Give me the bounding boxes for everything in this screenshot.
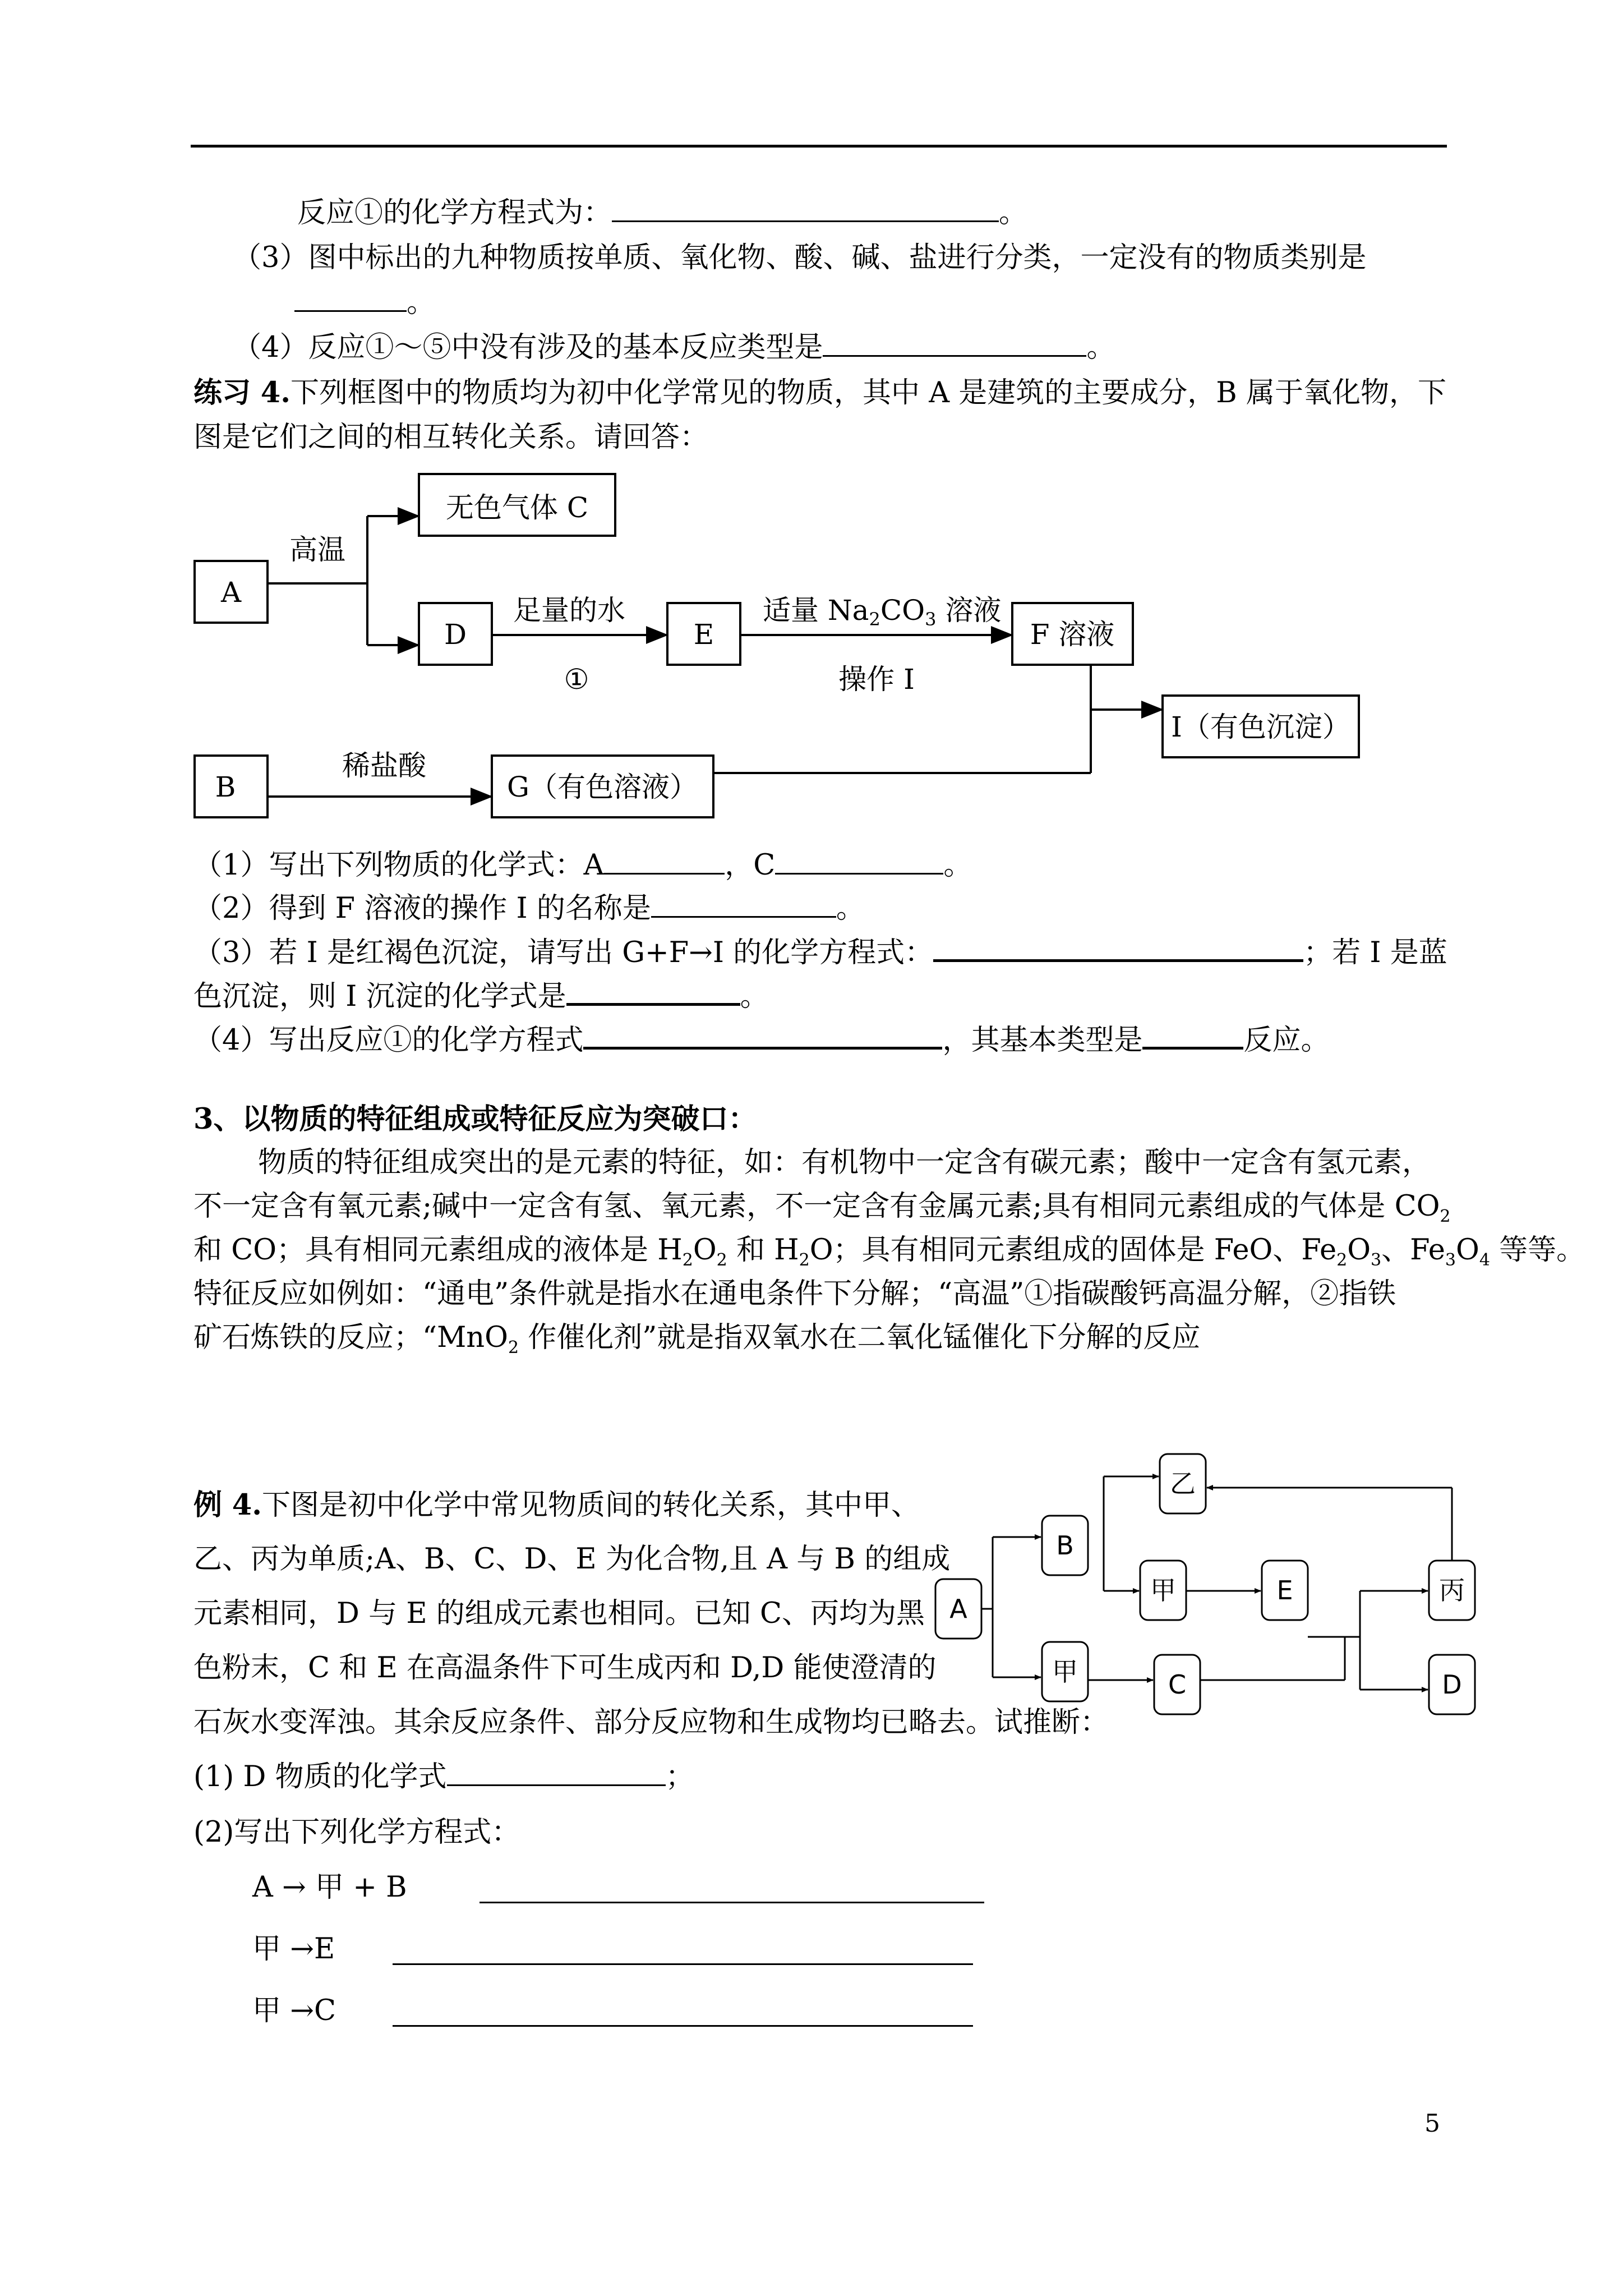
page-number: 5 xyxy=(1424,2109,1440,2138)
node-jia-2-label: 甲 xyxy=(1052,1657,1078,1687)
example4-q2: (2)写出下列化学方程式： xyxy=(193,1816,520,1849)
label-water: 足量的水 xyxy=(513,594,625,627)
ex4-q4: （4）写出反应①的化学方程式 ，其基本类型是 反应。 xyxy=(193,1020,1329,1060)
example4-line-3: 元素相同，D 与 E 的组成元素也相同。已知 C、丙均为黑 xyxy=(193,1597,925,1630)
node-c-label: C xyxy=(1168,1669,1187,1700)
example4-q1: (1) D 物质的化学式 ； xyxy=(193,1757,694,1797)
label-reaction-1: ① xyxy=(564,663,589,696)
ex4-q3: （3）若 I 是红褐色沉淀，请写出 G+F→I 的化学方程式： ；若 I 是蓝 xyxy=(193,932,1447,973)
example4-line-1: 例 4.下图是初中化学中常见物质间的转化关系，其中甲、 xyxy=(193,1488,920,1522)
example4-line-4: 色粉末，C 和 E 在高温条件下可生成丙和 D,D 能使澄清的 xyxy=(193,1651,937,1685)
label-f: F 溶液 xyxy=(1030,618,1115,651)
node-jia-1-label: 甲 xyxy=(1150,1575,1176,1605)
section3-para-4: 特征反应如例如：“通电”条件就是指水在通电条件下分解；“高温”①指碳酸钙高温分解，②指铁 xyxy=(193,1277,1396,1310)
section3-para-2: 不一定含有氧元素;碱中一定含有氢、氧元素，不一定含有金属元素;具有相同元素组成的气体是 $CO_2$ xyxy=(193,1190,1451,1227)
equation-1: A → 甲 + B xyxy=(252,1871,407,1904)
node-yi-label: 乙 xyxy=(1170,1469,1196,1499)
label-a: A xyxy=(220,576,242,609)
section3-para-3: 和 CO；具有相同元素组成的液体是 $H_2O_2$ 和 $H_2O$；具有相同元素组成的固体是 FeO、$Fe_2O_3$、$Fe_3O_4$ 等等。 xyxy=(193,1234,1585,1271)
ex4-q3-cont: 色沉淀，则 I 沉淀的化学式是 。 xyxy=(193,976,769,1016)
node-bing-label: 丙 xyxy=(1439,1575,1465,1605)
item3-question: （3）图中标出的九种物质按单质、氧化物、酸、碱、盐进行分类，一定没有的物质类别是 xyxy=(233,241,1367,274)
item4-question: （4）反应①～⑤中没有涉及的基本反应类型是 。 xyxy=(233,328,1115,367)
exercise4-intro: 练习 4.下列框图中的物质均为初中化学常见的物质，其中 A 是建筑的主要成分，B 属于氧化物，下 xyxy=(193,376,1446,409)
label-i: I（有色沉淀） xyxy=(1171,711,1350,743)
label-e: E xyxy=(693,618,714,651)
equation-2: 甲 →E xyxy=(252,1932,335,1966)
label-d: D xyxy=(444,618,467,651)
item3-answer: 。 xyxy=(294,283,435,323)
label-operation: 操作 I xyxy=(838,663,915,696)
label-high-temp: 高温 xyxy=(289,533,345,566)
example4-line-5: 石灰水变浑浊。其余反应条件、部分反应物和生成物均已略去。试推断： xyxy=(193,1706,1109,1739)
ex4-q2: （2）得到 F 溶液的操作 I 的名称是 。 xyxy=(193,889,865,928)
node-a-label: A xyxy=(949,1594,967,1624)
label-na2co3: 适量 $Na_2CO_3$ 溶液 xyxy=(763,594,1002,630)
label-hcl: 稀盐酸 xyxy=(342,749,426,782)
label-b: B xyxy=(215,771,236,803)
example4-line-2: 乙、丙为单质;A、B、C、D、E 为化合物,且 A 与 B 的组成 xyxy=(193,1543,951,1576)
node-d-label: D xyxy=(1442,1669,1462,1700)
reaction1-question: 反应①的化学方程式为： 。 xyxy=(297,194,1027,233)
ex4-q1: （1）写出下列物质的化学式：A ，C 。 xyxy=(193,846,972,885)
section3-para-5: 矿石炼铁的反应；“MnO$_2$ 作催化剂”就是指双氧水在二氧化锰催化下分解的反应 xyxy=(193,1321,1201,1358)
section3-heading: 3、以物质的特征组成或特征反应为突破口： xyxy=(193,1102,757,1136)
section3-para-1: 物质的特征组成突出的是元素的特征，如：有机物中一定含有碳元素；酸中一定含有氢元素， xyxy=(258,1146,1431,1179)
label-c: 无色气体 C xyxy=(445,491,589,524)
label-g: G（有色溶液） xyxy=(507,771,698,803)
node-b-label: B xyxy=(1056,1530,1074,1561)
equation-3: 甲 →C xyxy=(252,1994,336,2027)
exercise4-intro-2: 图是它们之间的相互转化关系。请回答： xyxy=(193,421,709,454)
node-e-label: E xyxy=(1276,1575,1293,1605)
